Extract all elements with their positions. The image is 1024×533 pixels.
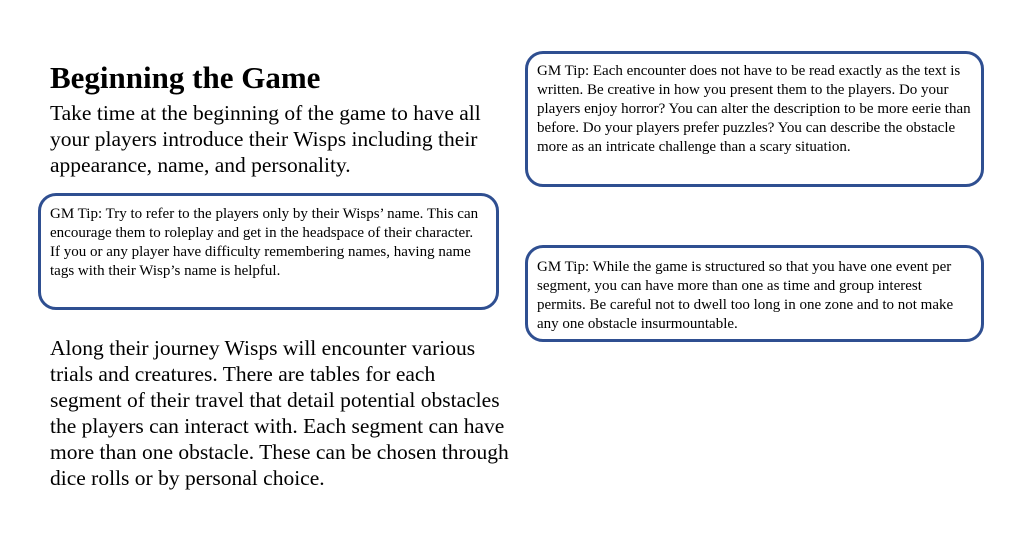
gm-tip-text: GM Tip: Try to refer to the players only by their Wisps’ name. This can encourage them to roleplay and get in the headspace of their character. If you or any player have difficulty remembering names, having name tags with their Wisp’s name is helpful.: [50, 206, 479, 279]
gm-tip-text: GM Tip: While the game is structured so that you have one event per segment, you can have more than one as time and group interest permits. Be careful not to dwell too long in one zone and to not make any one obstacle insurmountable.: [537, 259, 954, 332]
gm-tip-box-encounters: [525, 51, 984, 187]
gm-tip-box-segments: [525, 245, 984, 342]
page-title: Beginning the Game: [50, 60, 321, 95]
gm-tip-text: GM Tip: Each encounter does not have to be read exactly as the text is written. Be creative in how you present them to the players. Do your players enjoy horror? You can alter the description to be more eerie than before. Do your players prefer puzzles? You can describe the obstacle more as an intricate challenge than a scary situation.: [537, 63, 971, 155]
intro-paragraph: Take time at the beginning of the game to have all your players introduce their Wisps including their appearance, name, and personality.: [50, 101, 481, 177]
journey-paragraph: Along their journey Wisps will encounter various trials and creatures. There are tables for each segment of their travel that detail potential obstacles the players can interact with. Each segment can have more than one obstacle. These can be chosen through dice rolls or by personal choice.: [50, 336, 509, 490]
gm-tip-box-wisp-names: [38, 193, 499, 310]
